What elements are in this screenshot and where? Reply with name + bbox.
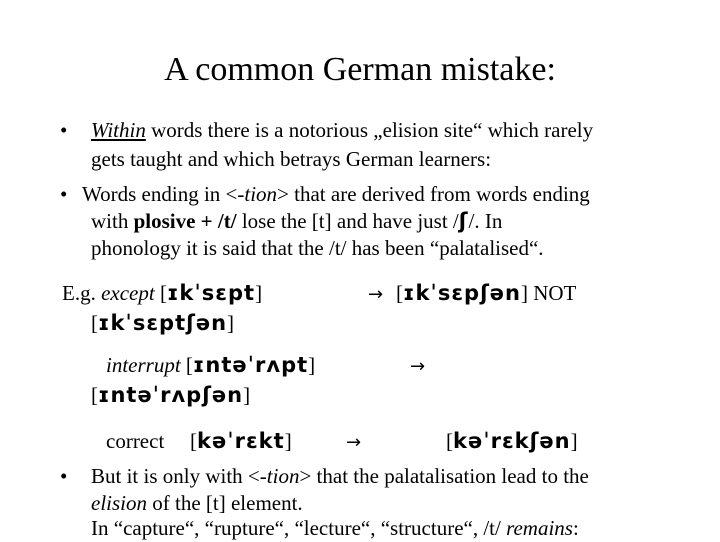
ipa-correction: kəˈrɛkʃən	[453, 429, 571, 453]
slide-title: A common German mistake:	[164, 51, 556, 88]
plosive-t-bold: plosive + /t/	[133, 209, 237, 233]
example-word-correct: correct	[106, 429, 165, 453]
remains-word: remains	[506, 516, 573, 540]
slide: A common German mistake: • Within words there is a notorious „elision site“ which rarely gets taught and which betrays German learners: • Words ending in <-tion> that are derived from words ending with plosive + /t/ lose the [t] and have just /ʃ/. In phonology it is said that the /t/ has been “palatalised“. E.g. except [ɪkˈsɛpt] → [ɪkˈsɛpʃən] NOT [ɪkˈsɛptʃən] interrupt [ɪntəˈrʌpt] → [ɪntəˈrʌpʃən] correct [kəˈrɛkt] → [kəˈrɛkʃən] • But it is only with <-tion> that the palatalisation lead to the elision of the [t] element. In “capture“, “rupture“, “lecture“, “structure“, /t/ remains:	[0, 0, 720, 540]
bullet-marker: •	[60, 182, 68, 206]
arrow-icon: →	[410, 356, 426, 377]
bullet-marker: •	[60, 464, 68, 488]
within-word: Within	[91, 118, 146, 142]
ipa-exception-wrong: ɪkˈsɛptʃən	[98, 311, 228, 335]
bullet-1-text: words there is a notorious „elision site“ which rarely	[145, 118, 594, 142]
ipa-correct: kəˈrɛkt	[197, 429, 285, 453]
ipa-interrupt: ɪntəˈrʌpt	[192, 353, 309, 377]
tion-suffix: tion	[244, 182, 278, 206]
example-word-interrupt: interrupt	[106, 353, 181, 377]
ipa-esh: ʃ	[458, 209, 469, 233]
bullet-marker: •	[60, 118, 68, 142]
arrow-icon: →	[346, 432, 362, 453]
elision-word: elision	[91, 491, 147, 515]
ipa-interruption: ɪntəˈrʌpʃən	[98, 383, 244, 407]
ipa-except: ɪkˈsɛpt	[166, 281, 256, 305]
ipa-exception: ɪkˈsɛpʃən	[403, 281, 521, 305]
tion-suffix: tion	[266, 464, 300, 488]
example-word-except: except	[101, 281, 155, 305]
arrow-icon: →	[368, 284, 384, 305]
